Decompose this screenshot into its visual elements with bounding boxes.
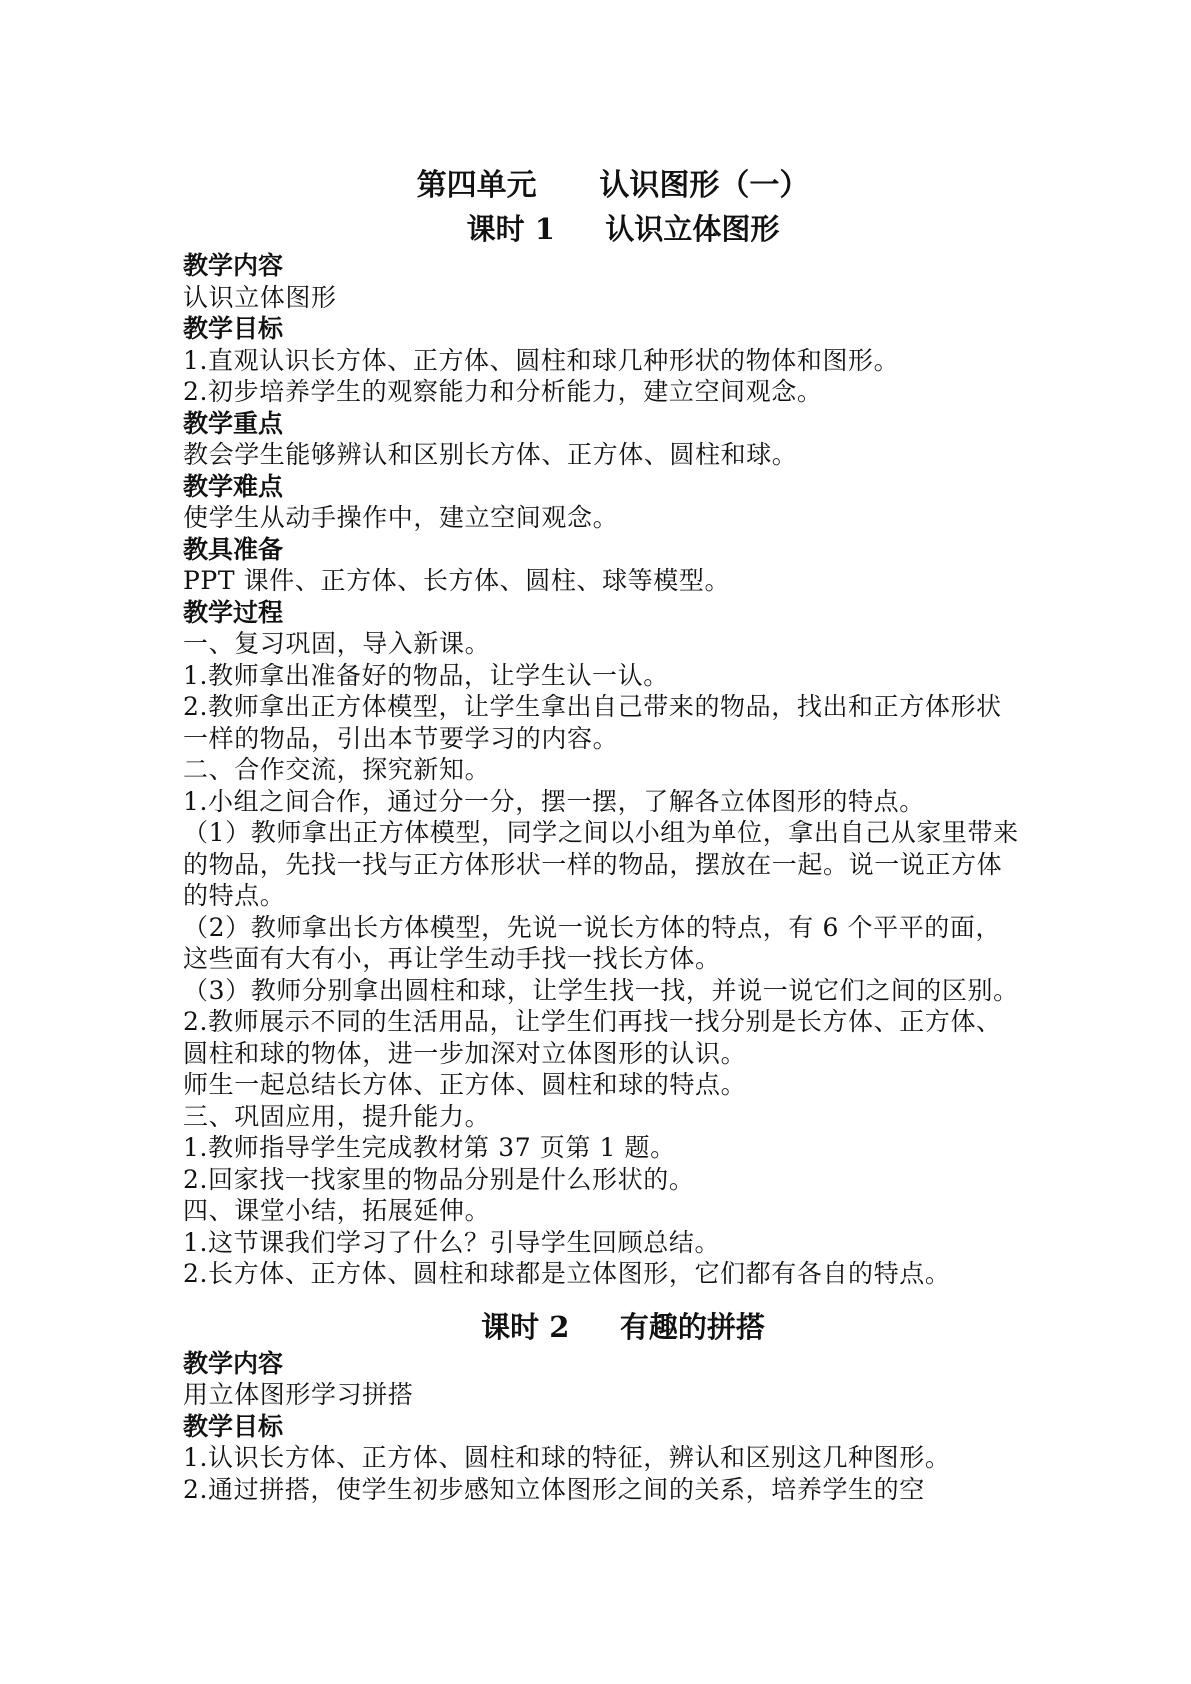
section-line: 三、巩固应用，提升能力。 <box>183 1101 491 1131</box>
section-line: 2.长方体、正方体、圆柱和球都是立体图形，它们都有各自的特点。 <box>183 1259 951 1288</box>
section-heading: 教具准备 <box>183 534 284 564</box>
section-line: 认识立体图形 <box>183 282 337 312</box>
section-line: （3）教师分别拿出圆柱和球，让学生找一找，并说一说它们之间的区别。 <box>183 975 1019 1005</box>
section-line: 一、复习巩固，导入新课。 <box>183 629 491 658</box>
section-key-points <box>183 408 1023 471</box>
section-heading: 教学目标 <box>183 314 284 343</box>
section-heading: 教学内容 <box>183 251 284 280</box>
section-line: （1）教师拿出正方体模型，同学之间以小组为单位，拿出自己从家里带来的物品，先找一找与正方体形状一样的物品，摆放在一起。说一说正方体的特点。 <box>183 818 1019 910</box>
section-line: 四、课堂小结，拓展延伸。 <box>183 1196 491 1225</box>
section-line: 1.小组之间合作，通过分一分，摆一摆，了解各立体图形的特点。 <box>183 786 925 816</box>
section-line: 1.直观认识长方体、正方体、圆柱和球几种形状的物体和图形。 <box>183 345 900 375</box>
section-line: 教会学生能够辨认和区别长方体、正方体、圆柱和球。 <box>183 440 798 469</box>
lesson-title: 课时 2 有趣的拼搭 <box>481 1309 765 1344</box>
section-line: 2.教师展示不同的生活用品，让学生们再找一找分别是长方体、正方体、圆柱和球的物体，进一步加深对立体图形的认识。 <box>183 1007 1002 1068</box>
section-heading: 教学目标 <box>183 1411 284 1441</box>
section-line: 1.教师拿出准备好的物品，让学生认一认。 <box>183 660 669 690</box>
unit-title: 第四单元 认识图形（一） <box>416 168 810 203</box>
section-heading: 教学重点 <box>183 408 284 438</box>
section-teaching-content <box>183 1348 1023 1411</box>
section-heading: 教学内容 <box>183 1348 284 1378</box>
section-line: 1.认识长方体、正方体、圆柱和球的特征，辨认和区别这几种图形。 <box>183 1443 951 1472</box>
section-line: 2.初步培养学生的观察能力和分析能力，建立空间观念。 <box>183 377 823 406</box>
section-line: （2）教师拿出长方体模型，先说一说长方体的特点，有 6 个平平的面，这些面有大有小，再让学生动手找一找长方体。 <box>183 912 1002 973</box>
section-line: 1.教师指导学生完成教材第 37 页第 1 题。 <box>183 1133 676 1162</box>
section-heading: 教学过程 <box>183 597 284 627</box>
lesson-title: 课时 1 认识立体图形 <box>466 212 780 246</box>
section-line: 师生一起总结长方体、正方体、圆柱和球的特点。 <box>183 1070 747 1099</box>
section-line: 2.通过拼搭，使学生初步感知立体图形之间的关系，培养学生的空 <box>183 1474 925 1504</box>
section-line: 二、合作交流，探究新知。 <box>183 755 491 784</box>
section-line: 使学生从动手操作中，建立空间观念。 <box>183 503 619 532</box>
document-page <box>183 164 1023 1505</box>
section-line: 1.这节课我们学习了什么？引导学生回顾总结。 <box>183 1227 721 1257</box>
section-teaching-goals <box>183 1411 1023 1506</box>
section-line: PPT 课件、正方体、长方体、圆柱、球等模型。 <box>183 566 731 595</box>
section-heading: 教学难点 <box>183 471 284 501</box>
section-materials <box>183 534 1023 597</box>
section-teaching-content <box>183 250 1023 313</box>
section-teaching-process <box>183 597 1023 1290</box>
section-line: 2.教师拿出正方体模型，让学生拿出自己带来的物品，找出和正方体形状一样的物品，引出本节要学习的内容。 <box>183 692 1002 753</box>
section-difficulties <box>183 471 1023 534</box>
section-line: 2.回家找一找家里的物品分别是什么形状的。 <box>183 1164 695 1194</box>
section-line: 用立体图形学习拼搭 <box>183 1380 414 1409</box>
section-teaching-goals <box>183 313 1023 408</box>
